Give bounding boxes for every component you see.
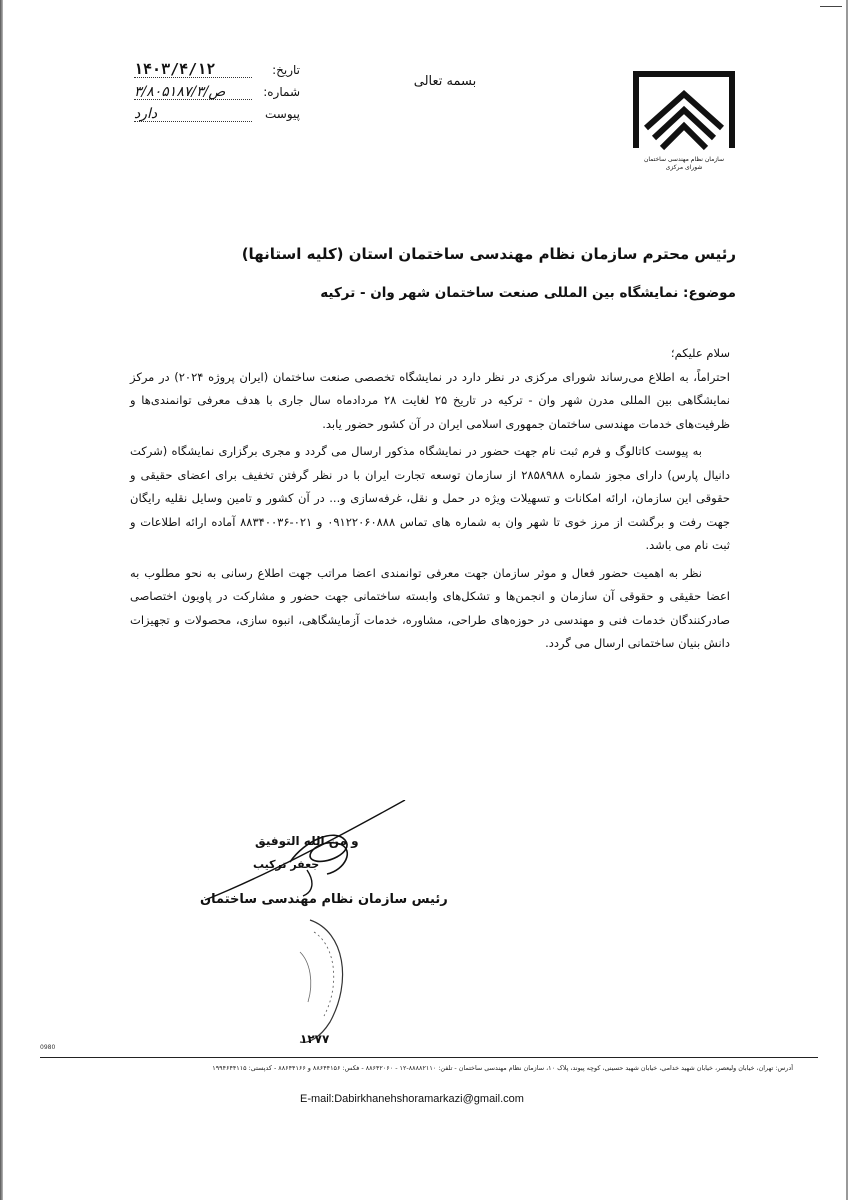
corner-mark <box>820 6 842 7</box>
signature-name: جعفر ترکیب <box>253 858 320 871</box>
logo-caption <box>624 156 744 172</box>
letter-meta <box>120 58 310 124</box>
subject-label: موضوع: <box>683 285 736 301</box>
subject-text: نمایشگاه بین المللی صنعت ساختمان شهر وان - ترکیه <box>320 285 679 301</box>
signature-closing: و من الله التوفیق <box>255 834 359 848</box>
scan-edge-left <box>0 0 3 1200</box>
date-value: ۱۴۰۳/۴/۱۲ <box>134 60 216 78</box>
number-row <box>120 80 310 102</box>
footer-divider <box>40 1057 818 1058</box>
attachment-label: پیوست <box>265 107 300 121</box>
date-row <box>120 58 310 80</box>
logo-org-sub: شورای مرکزی <box>665 163 703 171</box>
organization-logo <box>624 68 744 178</box>
number-value: ۳/۸۰۵۱۸۷/ص/۳ <box>134 84 226 100</box>
signature-title: رئیس سازمان نظام مهندسی ساختمان <box>200 892 448 907</box>
body-paragraph-2: به پیوست کاتالوگ و فرم ثبت نام جهت حضور در نمایشگاه مذکور ارسال می گردد و مجری برگزاری نمایشگاه (شرکت دانیال پارس) دارای مجوز شماره ۲۸۵۸۹۸۸ از سازمان توسعه تجارت ایران با در نظر گرفتن تخفیف برای اعضای حقیقی و حقوقی این سازمان، ارائه امکانات و تسهیلات ویژه در حمل و نقل، غرفه‌سازی و... در آن کشور و تامین وسایل نقلیه رایگان جهت رفت و برگشت از مرز خوی تا شهر وان به شماره های تماس ۰۹۱۲۲۰۶۰۸۸۸ و ۰۲۱-۸۸۳۴۰۰۳۶ آماده ارائه اطلاعات و ثبت نام می باشد. <box>130 444 730 552</box>
footer-email: E-mail:Dabirkhanehshoramarkazi@gmail.com <box>300 1093 524 1105</box>
greeting: سلام علیکم؛ <box>670 346 730 360</box>
footer-address: آدرس: تهران، خیابان ولیعصر، خیابان شهید خدامی، خیابان شهید حسینی، کوچه پیوند، پلاک ۱۰، سازمان نظام مهندسی ساختمان - تلفن: ۸۸۸۸۲۱۱۰-۱۲ - ۸۸۶۴۲۰۶۰ - فکس: ۸۸۶۴۴۱۵۶ و ۸۸۶۴۴۱۶۶ - کدپستی: ۱۹۹۴۶۴۴۱۱۵ <box>212 1064 793 1072</box>
logo-org-name: سازمان نظام مهندسی ساختمان <box>643 156 725 163</box>
body-paragraph-3: نظر به اهمیت حضور فعال و موثر سازمان جهت معرفی توانمندی اعضا مراتب جهت اطلاع رسانی به نحو مطلوب به اعضا حقیقی و حقوقی آن سازمان و انجمن‌ها و تشکل‌های وابسته ساختمانی جهت حضور و مشارکت در پاویون اختصاصی صادرکنندگان خدمات فنی و مهندسی در حوزه‌های طراحی، مشاوره، خدمات آزمایشگاهی، انبوه سازی، محصولات و تجهیزات دانش بنیان ساختمانی ارسال می گردد. <box>130 565 730 650</box>
body-paragraph-1: احتراماً، به اطلاع می‌رساند شورای مرکزی در نظر دارد در نمایشگاه تخصصی صنعت ساختمان (ایران پروژه ۲۰۲۴) در مرکز نمایشگاهی بین المللی مدرن شهر وان - ترکیه در تاریخ ۲۵ لغایت ۲۸ مردادماه سال جاری با هدف معرفی توانمندی‌ها و ظرفیت‌های خدمات مهندسی ساختمان جمهوری اسلامی ایران در آن کشور حضور یابد. <box>130 369 730 431</box>
recipient-line: رئیس محترم سازمان نظام مهندسی ساختمان استان (کلیه استانها) <box>241 245 736 263</box>
date-label: تاریخ: <box>272 63 300 77</box>
official-stamp <box>270 912 360 1052</box>
stamp-seal-icon <box>270 912 360 1052</box>
number-label: شماره: <box>263 85 300 99</box>
attachment-value: دارد <box>134 106 158 122</box>
attachment-row <box>120 102 310 124</box>
basmala: بسمه تعالی <box>413 74 477 89</box>
footer-code: 0980 <box>40 1044 56 1051</box>
letter-body <box>130 342 730 656</box>
subject-line <box>216 285 736 301</box>
logo-house-icon <box>624 68 744 154</box>
stamp-number: ۱۲۷۷ <box>300 1032 330 1046</box>
